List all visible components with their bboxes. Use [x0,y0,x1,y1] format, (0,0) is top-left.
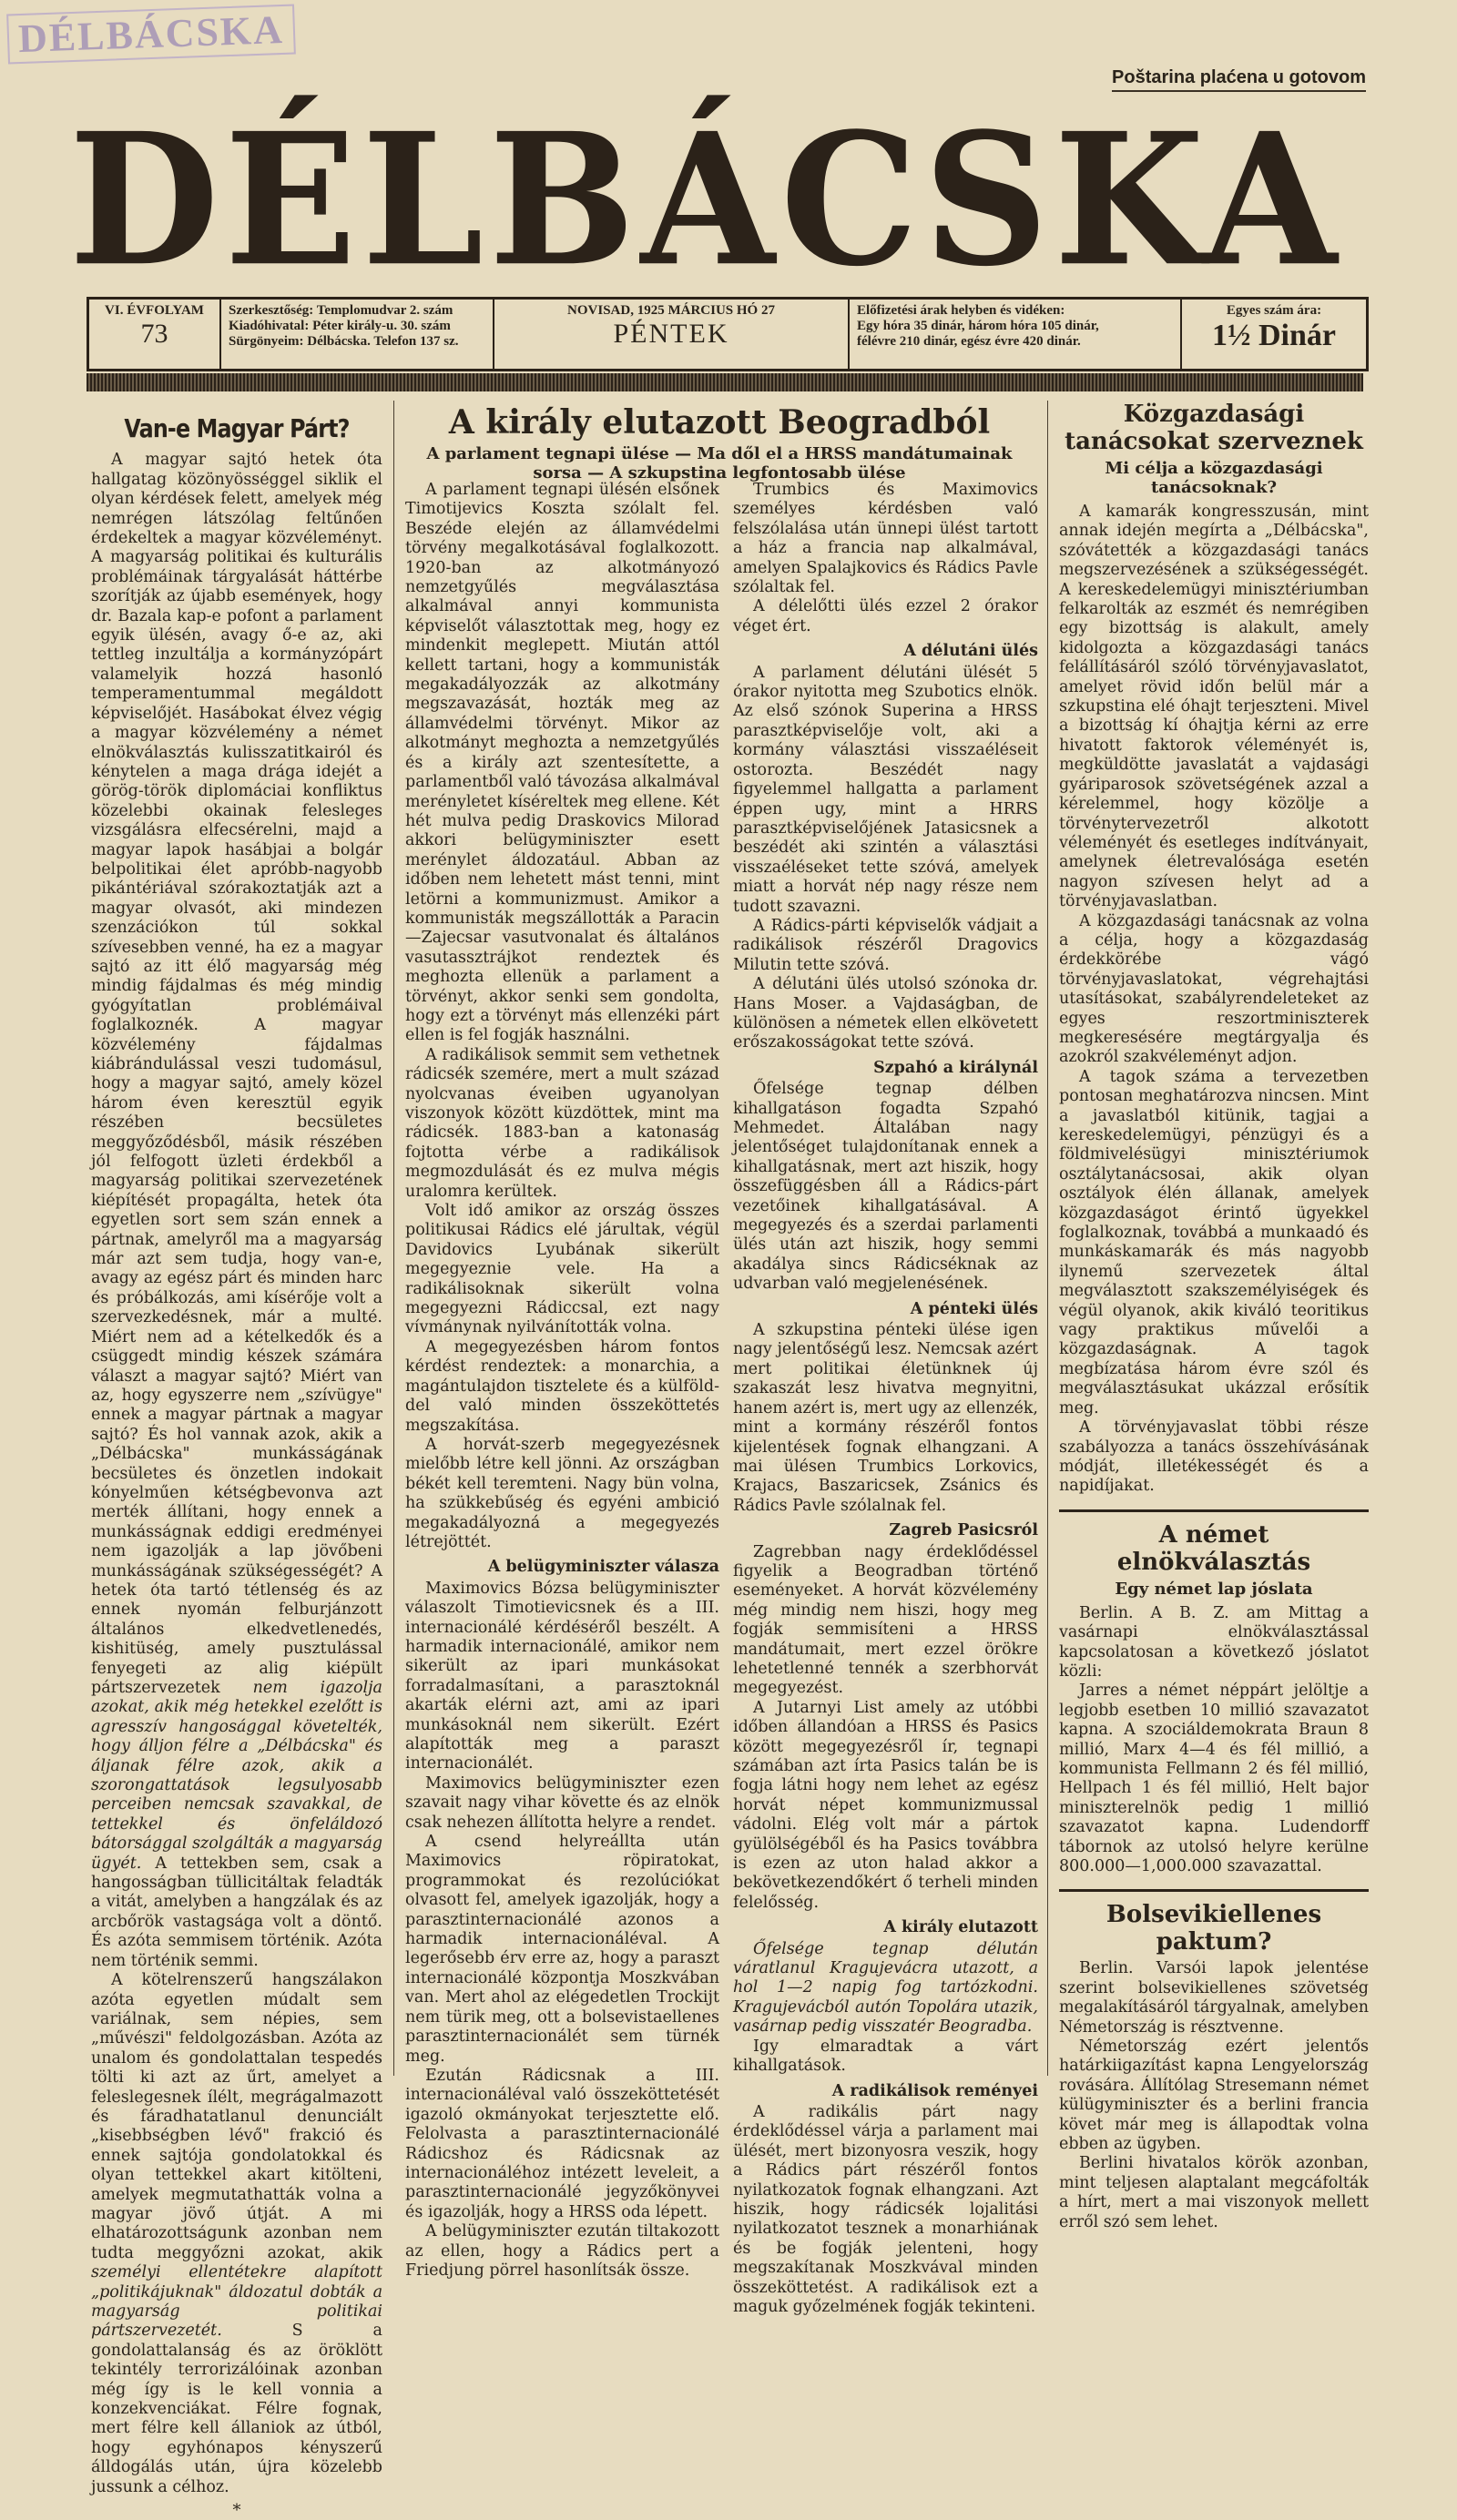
paragraph: Ezután Rádicsnak a III. internacionáléval való összeköttetését igazoló okmányokat terjesztette elő. Felolvasta a parasztinternacionálé Rádicshoz és Rádicsnak az internacionáléhoz intézett leveleit, a parasztinternacionálé jegyzőkönyvei és igazolják, hogy a HRSS oda lépett. [405,2066,719,2221]
paragraph: A Jutarnyi List amely az utóbbi időben állandóan a HRSS és Pasics között megegyezésről ír, tegnapi számában azt írta Pasics talán be is fogja látni hogy nem lehet az egész horvát népet kommunizmussal vádolni. Elég volt már a pártok gyülölségéből és ha Pasics továbbra is ezen az uton halad akkor a bekövetkezendőkért ő terheli minden felelősség. [733,1698,1038,1912]
subscription-box [850,300,1182,369]
article-title: A német elnökválasztás [1116,1520,1311,1576]
info-bar [87,297,1369,371]
editorial-address: Szerkesztőség: Templomudvar 2. szám [229,303,453,318]
volume-label: VI. ÉVFOLYAM [105,303,204,318]
paragraph: A radikális párt nagy érdeklődéssel várja a parlament mai ülését, mert bizonyosra veszik, hogy a Rádics párt részéről fontos nyilatkozatok fognak elhangzani. Azt hiszik, hogy rádicsék lojalitási nyilatkozatot tesznek a monarhiának és be fogják jelenteni, hogy megszakítanak Moszkvával minden összeköttetést. A radikálisok ezt a maguk győzelmének fogják tekinteni. [733,2102,1038,2316]
paragraph: A megegyezésben három fontos kérdést rendeztek: a monarchia, a magántulajdon tisztelete és a külfölddel való minden összeköttetés megszakítása. [405,1337,719,1435]
issue-number: 73 [140,319,168,349]
newspaper-title: DÉLBÁCSKA [68,93,1343,307]
paragraph: A szkupstina pénteki ülése igen nagy jelentőségű lesz. Nemcsak azért mert politikai életünknek új szakaszát lesz hivatva megnyitni, hanem azért is, mert ugy az ellenzék, mint a kormány részéről fontos kijelentések fognak elhangzani. A mai ülésen Trumbics Lorkovics, Krajacs, Baszaricsek, Zsánics és Rádics Pavle szólalnak fel. [733,1321,1038,1515]
article-van-e-magyar-part [91,401,382,2520]
section-heading: A délutáni ülés [903,642,1038,661]
paragraph: A törvényjavaslat többi része szabályozza a tanács összehívásának módját, illetékességét és a napidíjakat. [1059,1418,1369,1496]
paragraph: A magyar sajtó hetek óta hallgatag közönyösséggel siklik el olyan kérdések felett, amelyek még nemrégen látszólag feltűnően érdekeltek a magyar közvéleményt. A magyarság politikai és kulturális problémáinak tárgyalását háttérbe szorítják az újabb események, hogy dr. Bazala kap-e pofont a parlament egyik ülésén, avagy ő-e az, aki tettleg inzultálja a kormányzópárt valamelyik hozzá hasonló temperamentummal megáldott képviselőjét. Hasábokat élvez végig a magyar közvélemény a német elnökválasztás kulisszatitkairól és kénytelen a maga drága idejét a görög-török diplomáciai konfliktus közelebbi okainak felesleges vizsgálásra elfecsérelni, majd a magyar lapok hasábjai a bolgár belpolitikai élet apróbb-nagyobb pikántériával szórakoztatják azt a magyar olvasót, aki mindezen szenzációkon túl sokkal szívesebben venné, ha ez a magyar sajtó az itt élő magyarság még mindig fájdalmas és még mindig gyógyítatlan problémáival foglalkoznék. A magyar közvélemény fájdalmas kiábrándulással veszi tudomásul, hogy a magyar sajtó, amely közel három éven keresztül egyik részében becsületes meggyőződésből, másik részében jól felfogott üzleti érdekből a magyarság politikai szervezetének kiépítését propagálta, hetek óta egyetlen sort sem szán ennek a pártnak, amelyről ma a magyarság már azt sem tudja, hogy van-e, avagy az egész párt és minden harc és próbálkozás, ami kísérője volt a szervezkedésnek, már a multé. Miért nem ad a kételkedők és a csüggedt mindig készek számára választ a magyar sajtó? Miért van az, hogy egyszerre nem „szívügye" ennek a magyar pártnak a magyar sajtó? És hol vannak azok, akik a „Délbácska" munkásságának becsületes és önzetlen indokait kónyelműen kétségbevonva azt merték állítani, hogy ennek a munkásságnak eddigi eredményei nem igazolják a lap jövőbeni munkásságának szükségességét? A hetek óta tartó tétlenség és az ennek nyomán felburjánzott általános elkedvetlenedés, kishitüség, amely pusztulással fenyegeti az alig kiépült pártszervezetek nem igazolja azokat, akik még hetekkel ezelőtt is agresszív hangosággal követelték, hogy álljon félre a „Délbácska" és áljanak félre azok, akik a szorongattatások legsulyosabb perceiben nemcsak szavakkal, de tettekkel és önfeláldozó bátorsággal szolgálták a magyarság ügyét. A tettekben sem, csak a hangosságban tüllicitáltak feladták a vitát, amelyben a hangzálak és az arcbőrök vastagsága volt a döntő. És azóta semmisem történik. Azóta nem történik semmi. [91,451,382,1970]
column-divider [393,401,394,2076]
lead-subheadline: A parlament tegnapi ülése — Ma dől el a HRSS mandátumainak sorsa — A szkupstina legfontosabb ülése [426,444,1013,483]
paragraph: Berlin. Varsói lapok jelentése szerint bolsevikiellenes szövetség megalakításáról tárgyalnak, amelyben Németország is résztvenne. [1059,1959,1369,2037]
paragraph: A Rádics-párti képviselők vádjait a radikálisok részéről Dragovics Milutin tette szóvá. [733,916,1038,974]
section-heading: Szpahó a királynál [873,1058,1038,1077]
paragraph: A kötelrenszerű hangszálakon azóta egyetlen múdalt sem variálnak, sem népies, sem „művészi" feldolgozásban. Azóta az unalom és gondolattalan tespedés tölti ki azt az űrt, amelyet a feleslegesnek ílélt, megrágalmazott és fáradhatatlanul denunciált „kisebbségben lévő" frakció és ennek sajtója gondolatokkal és olyan tettekkel akart kitölteni, amelyek megmutathatták volna a magyar jövő útját. A mi elhatározottságunk azonban nem tudta meggyőzni azokat, akik személyi ellentétekre alapított „politikájuknak" áldozatul dobták a magyarság politikai pártszervezetét. S a gondolattalanság és az öröklött tekintély terrorizálóinak azonban még így is le kell vonnia a konzekvenciákat. Félre fognak, mert félre kell állaniok az útból, hogy egyhónapos kényszerű álldogálás után, újra közelebb jussunk a célhoz. [91,1971,382,2496]
header-rule [87,373,1363,391]
article-separator [1059,1509,1369,1512]
paragraph: A kamarák kongresszusán, mint annak idején megírta a „Délbácska", szóvátették a közgazdasági tanács megszervezésének a szükségességét. A kereskedelemügyi minisztériumban felkarolták az eszmét és nemrégiben egy bizottság is alakult, amely kidolgozta a közgazdasági tanács felállításáról szóló törvényjavaslatot, amelyet rövid időn belül már a szkupstina elé óhajt terjeszteni. Mivel a bizottság kí óhajtja kérni az erre hivatott faktorok véleményét is, megküldötte javaslatát a vajdasági gyáriparosok szövetségének azzal a kérelemmel, hogy közölje a törvénytervezetről alkotott véleményét és esetleges indítványait, amelynek életrevalósága esetén nagyon szívesen helyt ad a törvényjavaslatban. [1059,503,1369,911]
paragraph: A délelőtti ülés ezzel 2 órakor véget ért. [733,597,1038,635]
telegraph-info: Sürgönyeim: Délbácska. Telefon 137 sz. [229,334,459,349]
paragraph: Őfelsége tegnap délután váratlanul Kragujevácra utazott, a hol 1—2 napig fog tartózkodni. Kragujevácból autón Topolára utazik, vasárnap pedig visszatér Beogradba. [733,1939,1038,2037]
paragraph: Jarres a német néppárt jelöltje a legjobb esetben 10 millió szavazatot kapna. A szociáldemokrata Braun 8 millió, Marx 4—4 és fél millió, a kommunista Fellmann 2 és fél millió, Hellpach 1 és fél millió, Helt bajor miniszterelnök pedig 1 millió szavazatot kapna. Ludendorff tábornok az utolsó helyre kerülne 800.000—1,000.000 szavazattal. [1059,1682,1369,1875]
subscription-line-1: Előfizetési árak helyben és vidéken: [857,303,1065,318]
column-divider [1047,401,1048,2076]
paragraph: A parlament tegnapi ülésén elsőnek Timotijevics Koszta szólalt fel. Beszéde elején az államvédelmi törvény megalkotásával foglalkozott. 1920-ban az alkotmányozó nemzetgyűlés megválasztása alkalmával annyi kommunista képviselőt választottak meg, hogy ez mindenkit meglepett. Miután attól kellett tartani, hogy a kommunisták megakadályozzák az alkotmány megszavazását, hozták meg az államvédelmi törvényt. Mikor az alkotmányt meghozta a nemzetgyűlés és a király azt szentesítette, a parlamentből való távozása alkalmával merényletet kíséreltek meg ellene. Két hét mulva pedig Draskovics Milorad akkori belügyminiszter esett merénylet áldozatául. Abban az időben nem lehetett mást tenni, mint letörni a kommunizmust. Amikor a kommunisták megszállották a Paracin—Zajecsar vasutvonalat és általános vasutassztrájkot rendeztek és meghozta ellenük a parlament a törvényt, akkor senki sem gondolta, hogy ezt a törvényt más ellenzéki párt ellen is fel fogják használni. [405,481,719,1045]
price-label: Egyes szám ára: [1226,303,1322,318]
date-box [494,300,850,369]
paragraph: Zagrebban nagy érdeklődéssel figyelik a Beogradban történő eseményeket. A horvát közvélemény még mindig nem hiszi, hogy meg fogják semmisíteni a HRSS mandátumait, mert ezzel örökre lehetetlenné tennék a szerbhorvát megegyezést. [733,1542,1038,1698]
postage-note: Poštarina plaćena u gotovom [1112,67,1366,92]
paragraph: Igy elmaradtak a várt kihallgatások. [733,2037,1038,2076]
paragraph: A belügyminiszter ezután tiltakozott az ellen, hogy a Rádics pert a Friedjung pörrel hasonlítsák össze. [405,2222,719,2280]
volume-box [89,300,221,369]
lead-article-part-2 [733,401,1038,2317]
paragraph: A délutáni ülés utolsó szónoka dr. Hans Moser. a Vajdaságban, de különösen a németek ellen elkövetett erőszakosságokat tette szóvá. [733,975,1038,1052]
paragraph: A radikálisok semmit sem vethetnek rádicsék szemére, mert a mult század nyolcvanas éveiben ugyanolyan viszonyok között küzdöttek, mint ma rádicsék. 1883-ban a katonaság fojtotta vérbe a radikálisok megmozdulását és ez mulva mégis uralomra kerültek. [405,1045,719,1201]
paragraph: Berlini hivatalos körök azonban, mint teljesen alaptalant megcáfolták a hírt, mert a mai viszonyok mellett erről szó sem lehet. [1059,2154,1369,2231]
paragraph: Maximovics belügyminiszter ezen szavait nagy vihar követte és az elnök csak nehezen állította helyre a rendet. [405,1773,719,1832]
paragraph: A közgazdasági tanácsnak az volna a célja, hogy a közgazdaság érdekkörébe vágó törvényjavaslatokat, végrehajtási utasításokat, szabályrendeleteket az egyes reszortminiszterek megkeresésére megtárgyalja és azokról szakvéleményt adjon. [1059,911,1369,1067]
issue-day: PÉNTEK [613,319,729,349]
library-stamp: DÉLBÁCSKA [6,5,296,65]
section-heading: A radikálisok reményei [831,2081,1038,2100]
issue-date: NOVISAD, 1925 MÁRCIUS HÓ 27 [567,303,775,318]
price-value: 1½ Dinár [1212,319,1336,352]
paragraph: A horvát-szerb megegyezésnek mielőbb létre kell jönni. Az országban békét kell teremteni. Nagy bün volna, ha szükkebűség és egyéni ambició megakadályozná a megegyezés létrejöttét. [405,1435,719,1551]
article-separator [1059,1889,1369,1892]
paragraph: Maximovics Bózsa belügyminiszter válaszolt Timotievicsnek és a III. internacionálé kérdéséről beszélt. A harmadik internacionálé, amikor nem sikerült az ipari munkásokat forradalmasítani, a parasztoknál akarták elérni azt, ami az ipari munkásoknál nem sikerült. Ezért alapították meg a paraszt internacionálét. [405,1579,719,1773]
section-heading: A király elutazott [883,1918,1038,1937]
article-subtitle: Egy német lap jóslata [1115,1579,1313,1599]
paragraph: Németország ezért jelentős határkiigazítást kapna Lengyelország rovására. Állítólag Stresemann német külügyminiszter és a berlini francia követ már meg is állapodtak volna ebben az ügyben. [1059,2037,1369,2154]
article-title: Bolsevikiellenes paktum? [1105,1901,1322,1956]
end-mark: * [232,2501,241,2520]
paragraph: Berlin. A B. Z. am Mittag a vasárnapi elnökválasztással kapcsolatosan a következő jóslatot közli: [1059,1603,1369,1681]
paragraph: Volt idő amikor az ország összes politikusai Rádics elé járultak, végül Davidovics Lyubának sikerült megegyeznie vele. Ha a radikálisoknak sikerült volna megegyezni Rádiccsal, ezt nagy vívmánynak nyilvánították volna. [405,1202,719,1337]
article-title: Van-e Magyar Párt? [124,413,350,443]
paragraph: Őfelsége tegnap délben kihallgatáson fogadta Szpahó Mehmedet. Általában nagy jelentőséget tulajdonítanak ennek a kihallgatásnak, mert azt hiszik, hogy összefüggésben áll a Rádics-párt vezetőinek kihallgatásával. A megegyezés és a szerdai parlamenti ülés után azt hiszik, hogy semmi akadálya sincs Rádicséknak az udvarban való megjelenésének. [733,1080,1038,1294]
publisher-address: Kiadóhivatal: Péter király-u. 30. szám [229,319,451,333]
paragraph: A parlament délutáni ülését 5 órakor nyitotta meg Szubotics elnök. Az első szónok Superina a HRSS parasztképviselője volt, aki a kormány választási visszaéléseit ostorozta. Beszédét nagy figyelemmel hallgatta a parlament éppen ugy, mint a HRRS parasztképviselőjének Jatasicsnek a beszédét aki szintén a választási visszaéléseket tette szóvá, amelyek miatt a horvát nép nagy része nem tudott szavazni. [733,663,1038,916]
article-subtitle: Mi célja a közgazdasági tanácsoknak? [1105,459,1323,497]
paragraph: A tagok száma a tervezetben pontosan meghatározva nincsen. Mint a javaslatból kitünik, tagjai a kereskedelemügyi, pénzügyi és a földmivelésügyi minisztériumok osztálytanácsosai, akik olyan osztályok élén állanak, amelyek közgazdaságot érintő ügyekkel foglalkoznak, továbbá a munkaadó és munkáskamarák és más nagyobb ilynemű szervezetek által megválasztott szakszemélyiségek és végül olyanok, akik kiváló teoritikus vagy praktikus művelői a közgazdaságnak. A tagok megbízatása három évre szól és megválasztásukat ukázzal erősítik meg. [1059,1067,1369,1418]
subscription-line-2: Egy hóra 35 dinár, három hóra 105 dinár, [857,319,1099,333]
masthead [68,93,1343,307]
right-column [1059,401,1369,2232]
section-heading: Zagreb Pasicsról [889,1521,1038,1540]
paragraph: A csend helyreállta után Maximovics röpiratokat, programmokat és rezolúciókat olvasott fel, amelyek igazolják, hogy a parasztinternacionálé azonos a harmadik internacionáléval. A legerősebb érv erre az, hogy a paraszt internacionálé központja Moszkvában van. Mert ahol az elégedetlen Trockijt nem türik meg, ott a bolsevistaellenes parasztinternacionálét sem türnék meg. [405,1833,719,2066]
office-box [221,300,494,369]
price-box [1182,300,1366,369]
paragraph: Trumbics és Maximovics személyes kérdésben való felszólalása után ünnepi ülést tartott a ház a francia nap alkalmával, amelyen Spalajkovics és Rádics Pavle szólaltak fel. [733,481,1038,597]
lead-article-part-1 [405,401,719,2281]
subscription-line-3: félévre 210 dinár, egész évre 420 dinár. [857,334,1081,349]
section-heading: A pénteki ülés [910,1299,1038,1318]
section-heading: A belügyminiszter válasza [487,1558,719,1577]
lead-headline: A király elutazott Beogradból [448,403,991,442]
article-title: Közgazdasági tanácsokat szerveznek [1065,401,1363,455]
